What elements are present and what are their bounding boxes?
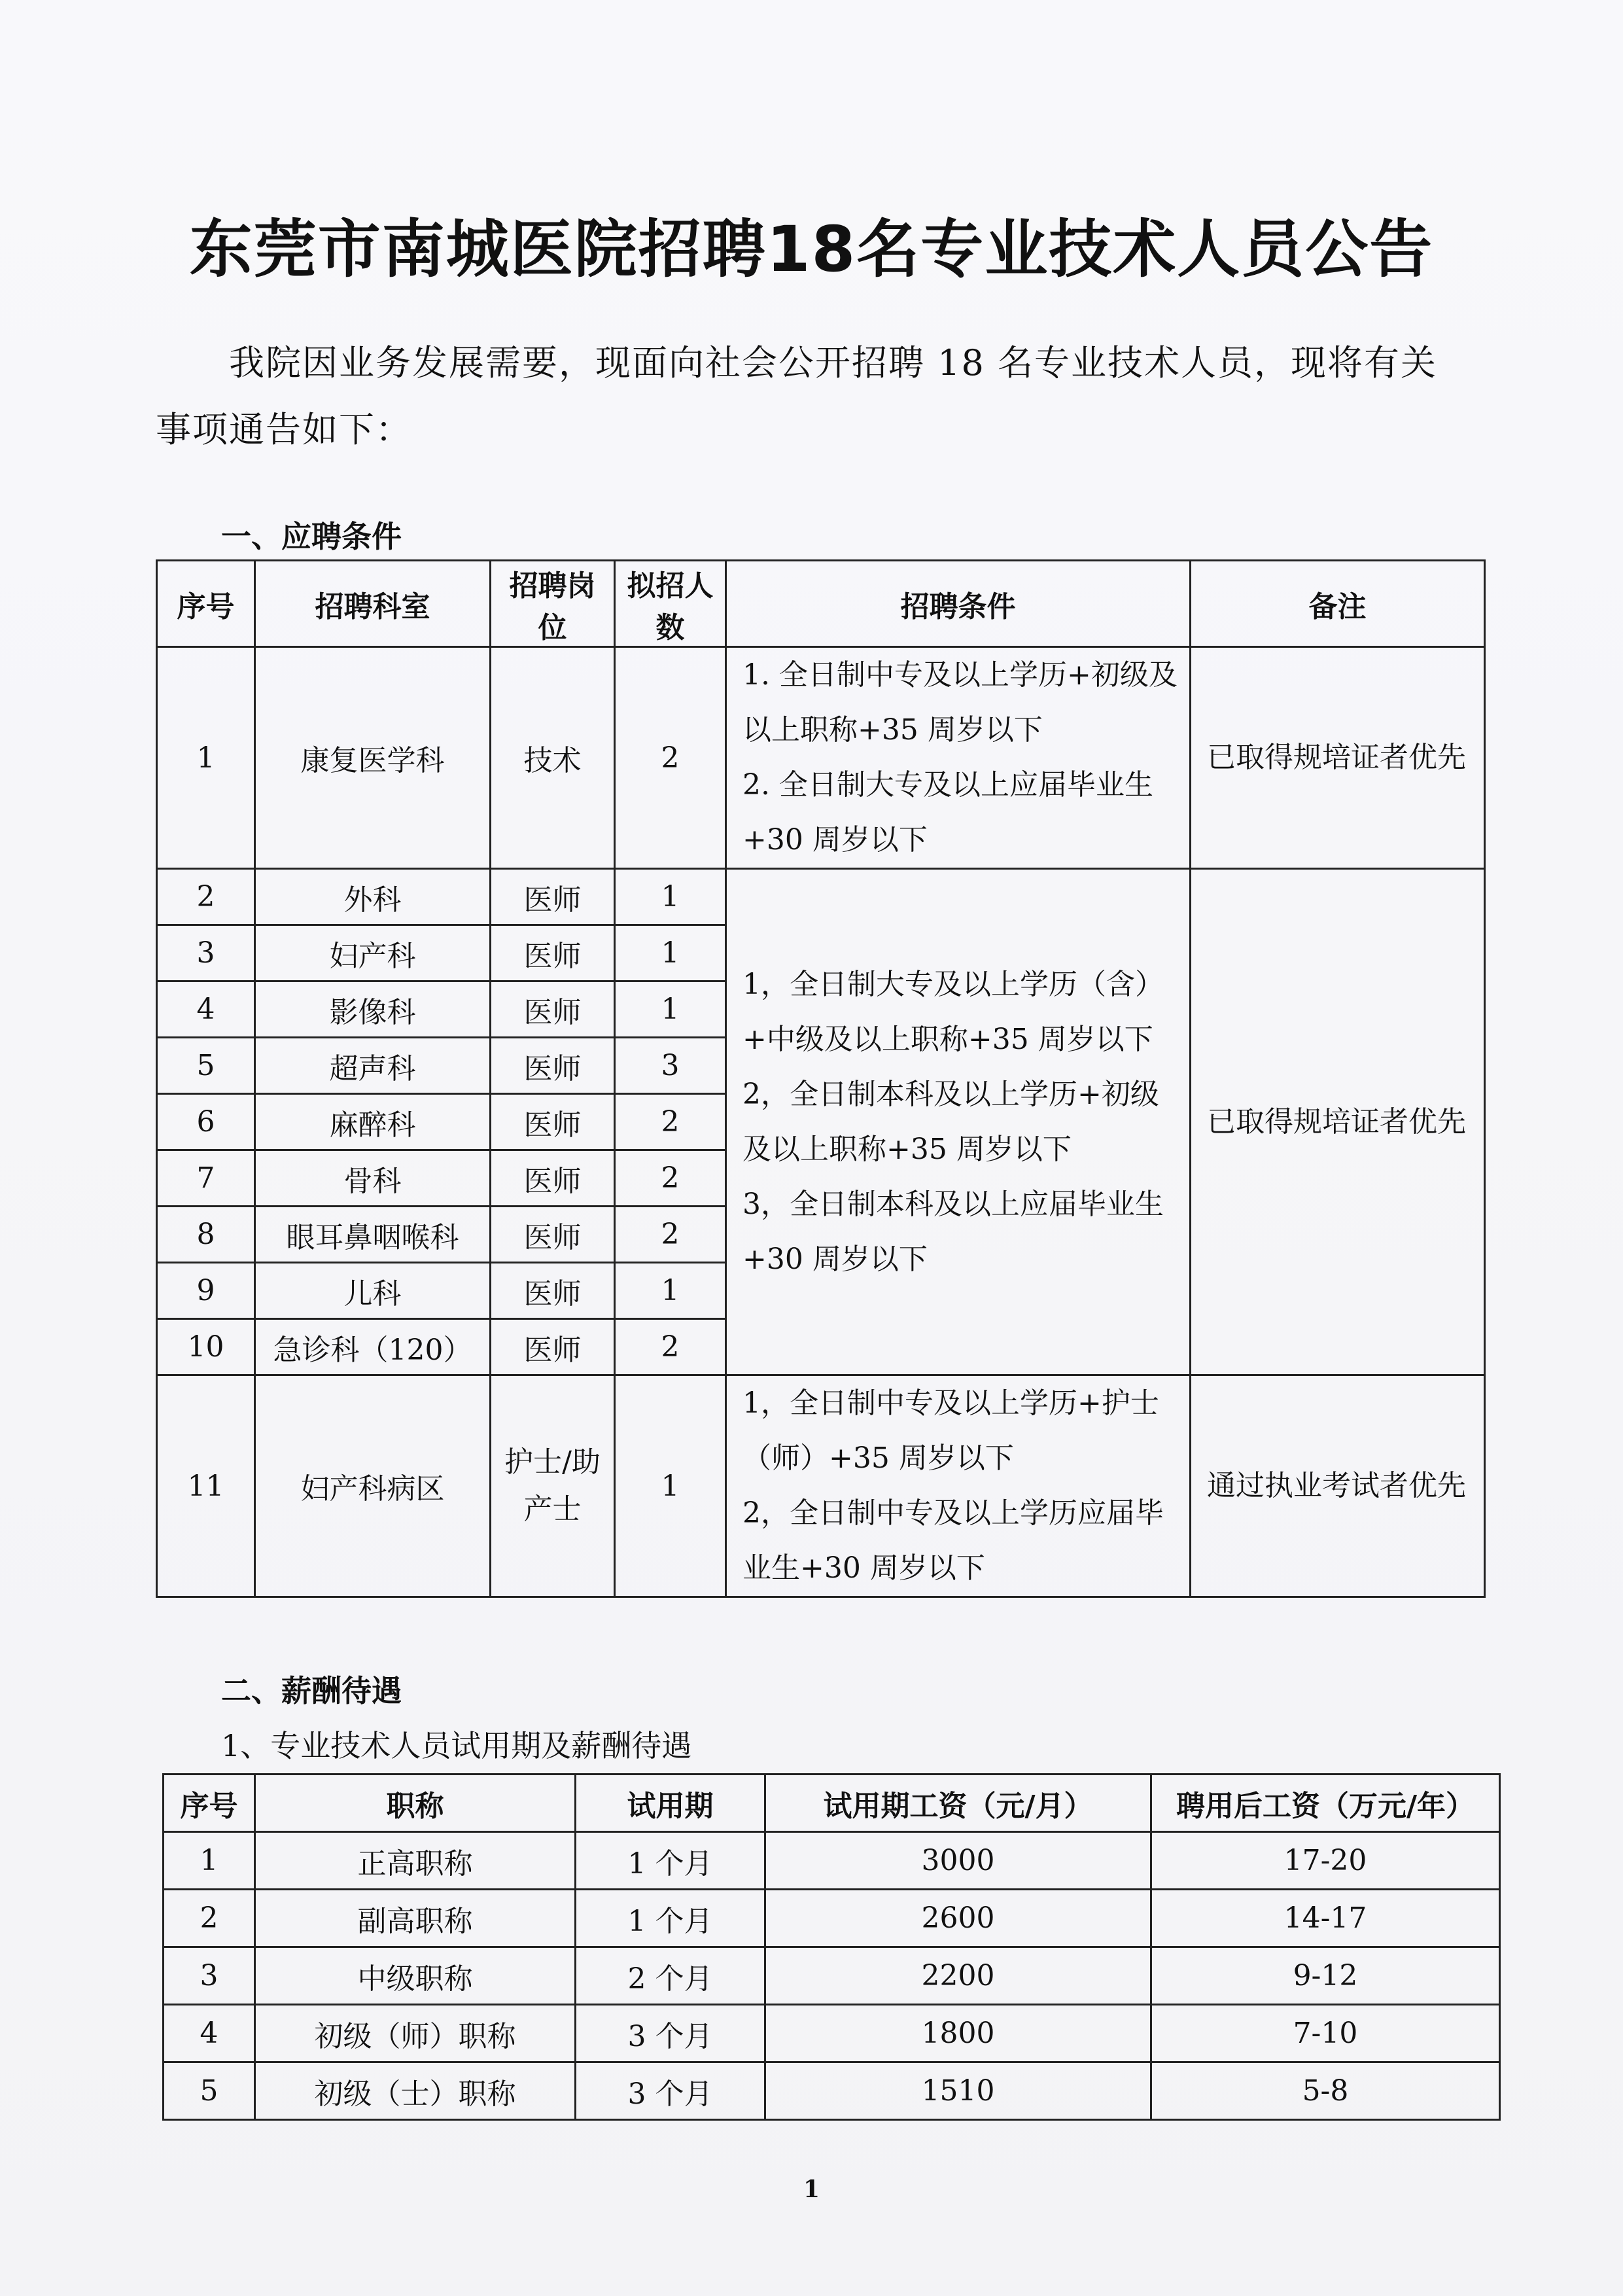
cell-num: 1 (615, 869, 726, 925)
cell-num: 2 (615, 647, 726, 869)
cell-cond: 1，全日制中专及以上学历+护士（师）+35 周岁以下 2，全日制中专及以上学历应届毕业生+30 周岁以下 (726, 1375, 1191, 1597)
cell-num: 3 (615, 1038, 726, 1094)
cell: 3 个月 (576, 2005, 765, 2062)
cell-post: 医师 (491, 1094, 615, 1150)
cell-num: 1 (615, 981, 726, 1038)
cell: 2 个月 (576, 1947, 765, 2005)
table-row (157, 1375, 1485, 1597)
cell-no: 1 (157, 647, 255, 869)
header-cell: 招聘岗位 (491, 561, 615, 647)
cell-no: 2 (157, 869, 255, 925)
section-heading-salary: 二、薪酬待遇 (221, 1673, 402, 1708)
cell: 1 个月 (576, 1890, 765, 1947)
cell: 9-12 (1151, 1947, 1500, 2005)
cell-post: 医师 (491, 981, 615, 1038)
table-row (164, 1832, 1500, 1890)
cell: 3000 (765, 1832, 1151, 1890)
cell: 4 (164, 2005, 255, 2062)
header-cell: 序号 (164, 1775, 255, 1832)
cell-post: 医师 (491, 869, 615, 925)
header-cell: 序号 (157, 561, 255, 647)
section-heading-requirements: 一、应聘条件 (221, 519, 402, 554)
cell-post: 技术 (491, 647, 615, 869)
cell-post: 医师 (491, 1263, 615, 1319)
page-title: 东莞市南城医院招聘18名专业技术人员公告 (189, 213, 1434, 286)
table-row (157, 869, 1485, 925)
cell: 正高职称 (255, 1832, 576, 1890)
cell: 1800 (765, 2005, 1151, 2062)
cell-no: 5 (157, 1038, 255, 1094)
header-cell: 试用期 (576, 1775, 765, 1832)
page-number: 1 (803, 2176, 820, 2203)
header-cell: 拟招人数 (615, 561, 726, 647)
cell-num: 2 (615, 1207, 726, 1263)
cell-no: 4 (157, 981, 255, 1038)
cell: 副高职称 (255, 1890, 576, 1947)
subsection-heading: 1、专业技术人员试用期及薪酬待遇 (221, 1728, 692, 1763)
table-row (164, 2062, 1500, 2120)
header-cell: 聘用后工资（万元/年） (1151, 1775, 1500, 1832)
cell-no: 8 (157, 1207, 255, 1263)
cell-dept: 儿科 (255, 1263, 491, 1319)
cell-no: 3 (157, 925, 255, 981)
header-cell: 招聘条件 (726, 561, 1191, 647)
header-cell: 试用期工资（元/月） (765, 1775, 1151, 1832)
intro-line-1: 我院因业务发展需要，现面向社会公开招聘 18 名专业技术人员，现将有关 (229, 342, 1438, 383)
cell-no: 6 (157, 1094, 255, 1150)
cell-post: 医师 (491, 1150, 615, 1207)
cell: 14-17 (1151, 1890, 1500, 1947)
cell-dept: 眼耳鼻咽喉科 (255, 1207, 491, 1263)
header-cell: 招聘科室 (255, 561, 491, 647)
cell: 中级职称 (255, 1947, 576, 2005)
cell: 5 (164, 2062, 255, 2120)
cell-dept: 骨科 (255, 1150, 491, 1207)
cell-no: 7 (157, 1150, 255, 1207)
cell-note: 已取得规培证者优先 (1191, 647, 1485, 869)
cell-num: 2 (615, 1319, 726, 1375)
cell: 初级（士）职称 (255, 2062, 576, 2120)
table-header-row (164, 1775, 1500, 1832)
cell-num: 2 (615, 1094, 726, 1150)
cell: 3 (164, 1947, 255, 2005)
cell-num: 1 (615, 925, 726, 981)
header-cell: 职称 (255, 1775, 576, 1832)
cell-cond-group: 1，全日制大专及以上学历（含）+中级及以上职称+35 周岁以下 2，全日制本科及以上学历+初级及以上职称+35 周岁以下 3，全日制本科及以上应届毕业生+30 周岁以下 (726, 869, 1191, 1375)
cell-post: 医师 (491, 1038, 615, 1094)
cell: 1510 (765, 2062, 1151, 2120)
cell-no: 10 (157, 1319, 255, 1375)
header-cell: 备注 (1191, 561, 1485, 647)
cell-dept: 妇产科 (255, 925, 491, 981)
cell-num: 1 (615, 1263, 726, 1319)
salary-table (162, 1773, 1501, 2121)
cell: 2600 (765, 1890, 1151, 1947)
cell-num: 1 (615, 1375, 726, 1597)
cell-dept: 影像科 (255, 981, 491, 1038)
cell: 2 (164, 1890, 255, 1947)
cell-post: 医师 (491, 1319, 615, 1375)
cell-post: 医师 (491, 1207, 615, 1263)
table-row (164, 2005, 1500, 2062)
cell-post: 医师 (491, 925, 615, 981)
cell: 5-8 (1151, 2062, 1500, 2120)
cell-cond: 1. 全日制中专及以上学历+初级及以上职称+35 周岁以下 2. 全日制大专及以上应届毕业生+30 周岁以下 (726, 647, 1191, 869)
cell-dept: 急诊科（120） (255, 1319, 491, 1375)
cell-note: 通过执业考试者优先 (1191, 1375, 1485, 1597)
cell-num: 2 (615, 1150, 726, 1207)
cell-dept: 超声科 (255, 1038, 491, 1094)
cell-dept: 麻醉科 (255, 1094, 491, 1150)
requirements-table (156, 559, 1486, 1598)
cell-post: 护士/助产士 (491, 1375, 615, 1597)
intro-line-2: 事项通告如下： (156, 409, 412, 450)
table-row (164, 1890, 1500, 1947)
cell-note-group: 已取得规培证者优先 (1191, 869, 1485, 1375)
table-row (164, 1947, 1500, 2005)
cell-no: 11 (157, 1375, 255, 1597)
cell: 3 个月 (576, 2062, 765, 2120)
cell-dept: 康复医学科 (255, 647, 491, 869)
table-row (157, 647, 1485, 869)
cell-dept: 妇产科病区 (255, 1375, 491, 1597)
cell: 2200 (765, 1947, 1151, 2005)
table-header-row (157, 561, 1485, 647)
cell-dept: 外科 (255, 869, 491, 925)
cell: 初级（师）职称 (255, 2005, 576, 2062)
cell: 1 个月 (576, 1832, 765, 1890)
cell: 7-10 (1151, 2005, 1500, 2062)
cell: 1 (164, 1832, 255, 1890)
cell: 17-20 (1151, 1832, 1500, 1890)
cell-no: 9 (157, 1263, 255, 1319)
